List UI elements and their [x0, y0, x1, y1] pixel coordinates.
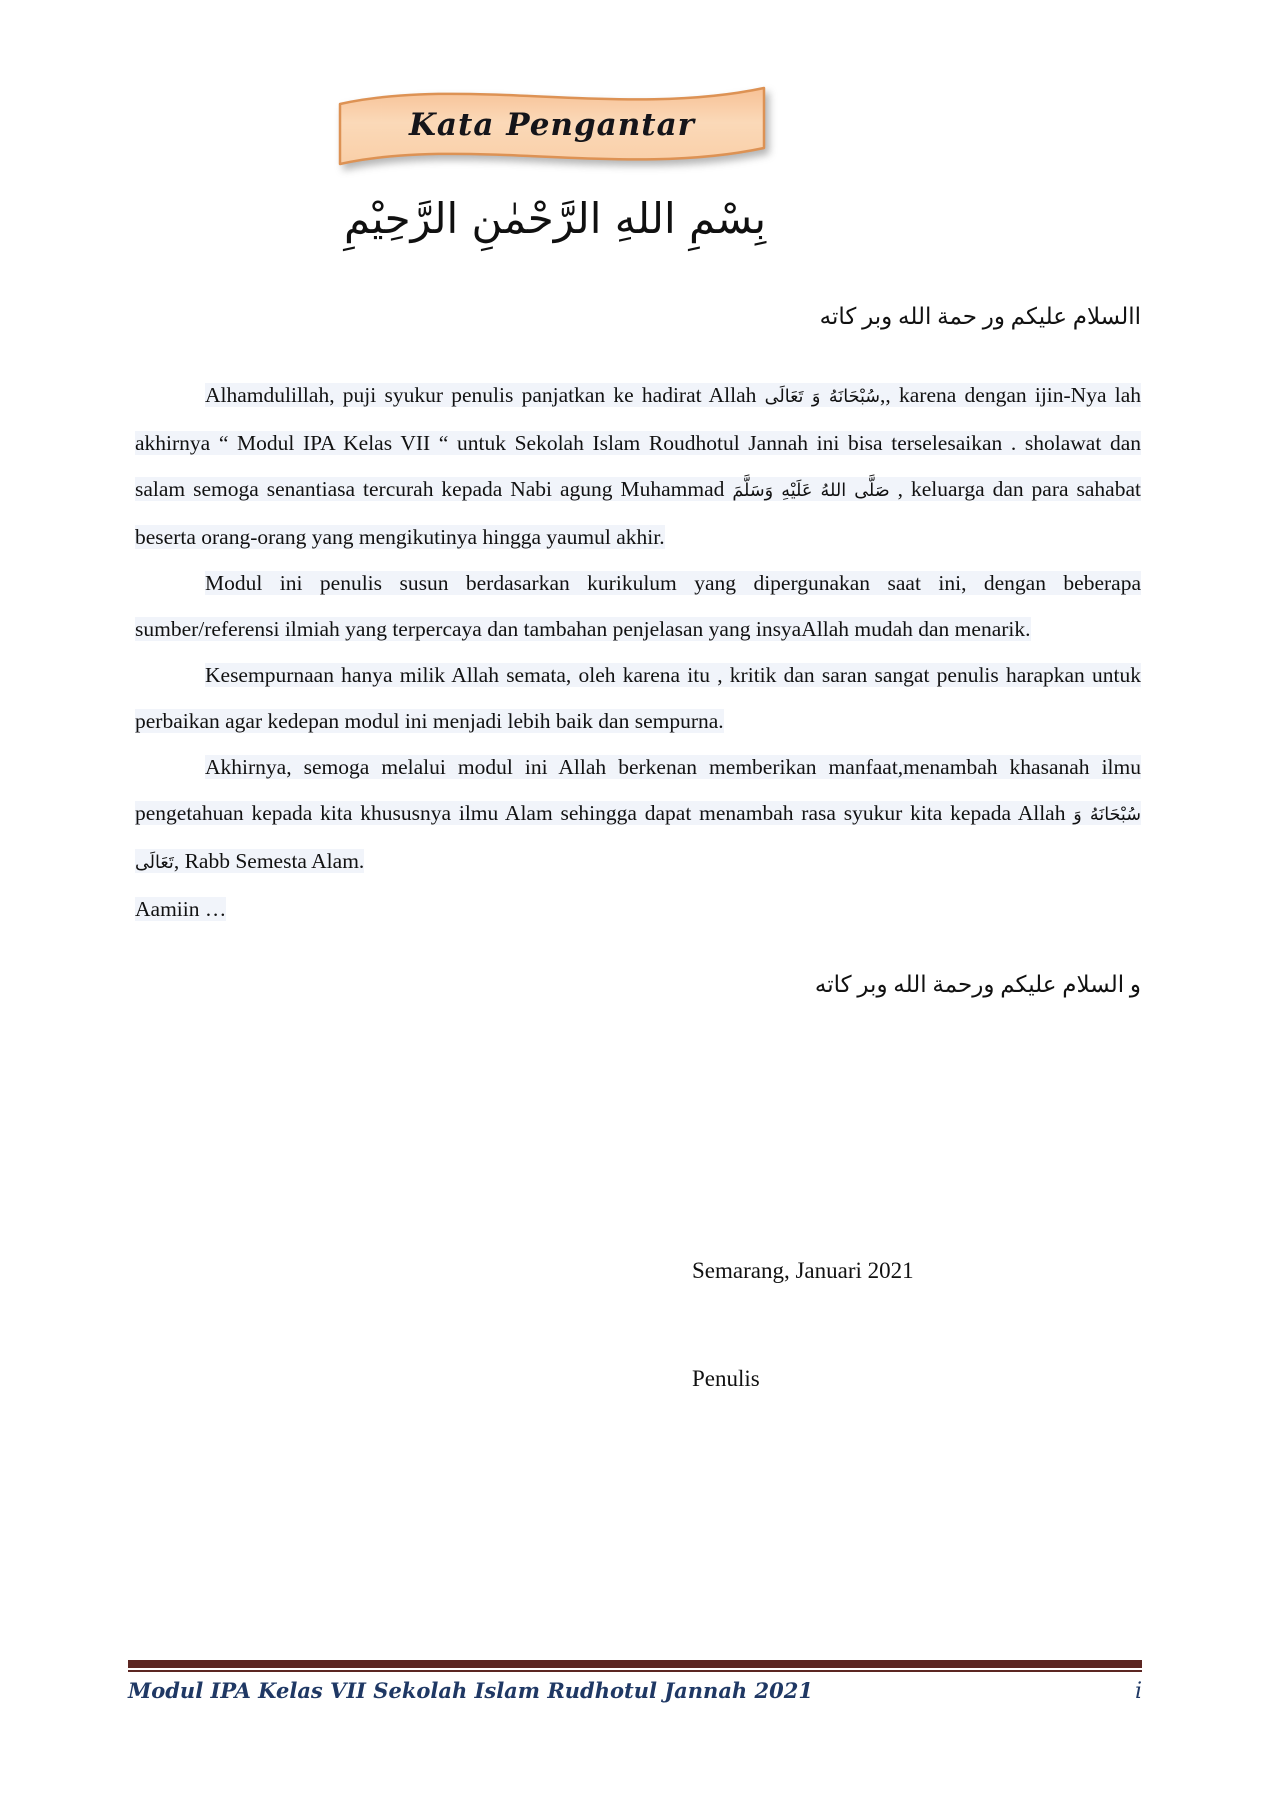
- arabic-inline: سُبْحَانَهُ وَ تَعَالَى: [764, 387, 881, 407]
- paragraph: [135, 560, 1141, 652]
- footer-row: [128, 1678, 1142, 1704]
- signature-place-date: Semarang, Januari 2021: [692, 1258, 914, 1283]
- paragraph-text: [135, 755, 1141, 873]
- footer-rule-thick: [128, 1660, 1142, 1668]
- paragraph-text: [135, 571, 1141, 641]
- bismillah-calligraphy: بِسْمِ اللهِ الرَّحْمٰنِ الرَّحِيْمِ: [343, 193, 767, 243]
- latin-text: Kesempurnaan hanya milik Allah semata, oleh karena itu , kritik dan saran sangat penulis harapkan untuk perbaikan agar kedepan modul ini menjadi lebih baik dan sempurna.: [135, 663, 1141, 733]
- page-title: Kata Pengantar: [408, 107, 695, 143]
- paragraph-text: [135, 663, 1141, 733]
- signature-author: Penulis: [692, 1366, 760, 1391]
- paragraph-text: [135, 383, 1141, 549]
- latin-text: Alhamdulillah, puji syukur penulis panjatkan ke hadirat Allah: [205, 383, 765, 407]
- footer-rule-thin: [128, 1670, 1142, 1672]
- arabic-greeting: [135, 300, 1141, 334]
- paragraph-text: [135, 897, 226, 921]
- latin-text: , keluarga dan para sahabat beserta orang-orang yang mengikutinya hingga yaumul akhir.: [135, 477, 1141, 549]
- closing-salam-text: و السلام عليكم ورحمة الله وبر كاته: [814, 972, 1141, 997]
- body-content: [135, 300, 1141, 1002]
- latin-text: Modul ini penulis susun berdasarkan kurikulum yang dipergunakan saat ini, dengan beberapa sumber/referensi ilmiah yang terpercaya dan tambahan penjelasan yang insyaAllah mudah dan menarik.: [135, 571, 1141, 641]
- latin-text: Akhirnya, semoga melalui modul ini Allah berkenan memberikan manfaat,menambah khasanah ilmu pengetahuan kepada kita khususnya ilmu Alam sehingga dapat menambah rasa syukur kita kepada Allah: [135, 755, 1141, 825]
- title-banner: [338, 74, 766, 166]
- arabic-inline: سُبْحَانَهُ وَ تَعَالَى: [135, 805, 1141, 873]
- latin-text: , Rabb Semesta Alam.: [173, 849, 365, 873]
- arabic-greeting-text: االسلام عليكم ور حمة الله وبر كاته: [819, 304, 1141, 329]
- paragraph: [135, 372, 1141, 560]
- paragraph: [135, 744, 1141, 886]
- page-footer: [128, 1660, 1142, 1704]
- paragraph: [135, 652, 1141, 744]
- paragraph: [135, 886, 1141, 932]
- footer-page-number: i: [1134, 1679, 1142, 1704]
- arabic-inline: صَلَّى اللهُ عَلَيْهِ وَسَلَّمَ: [732, 481, 890, 501]
- latin-text: ,, karena dengan ijin-Nya lah akhirnya “ Modul IPA Kelas VII “ untuk Sekolah Islam Roudhotul Jannah ini bisa terselesaikan . sholawat dan salam semoga senantiasa tercurah kepada Nabi agung Muhammad: [135, 383, 1141, 501]
- closing-salam: [135, 968, 1141, 1002]
- footer-title: Modul IPA Kelas VII Sekolah Islam Rudhotul Jannah 2021: [128, 1678, 813, 1703]
- latin-text: Aamiin …: [135, 897, 227, 921]
- body-paragraphs: [135, 372, 1141, 932]
